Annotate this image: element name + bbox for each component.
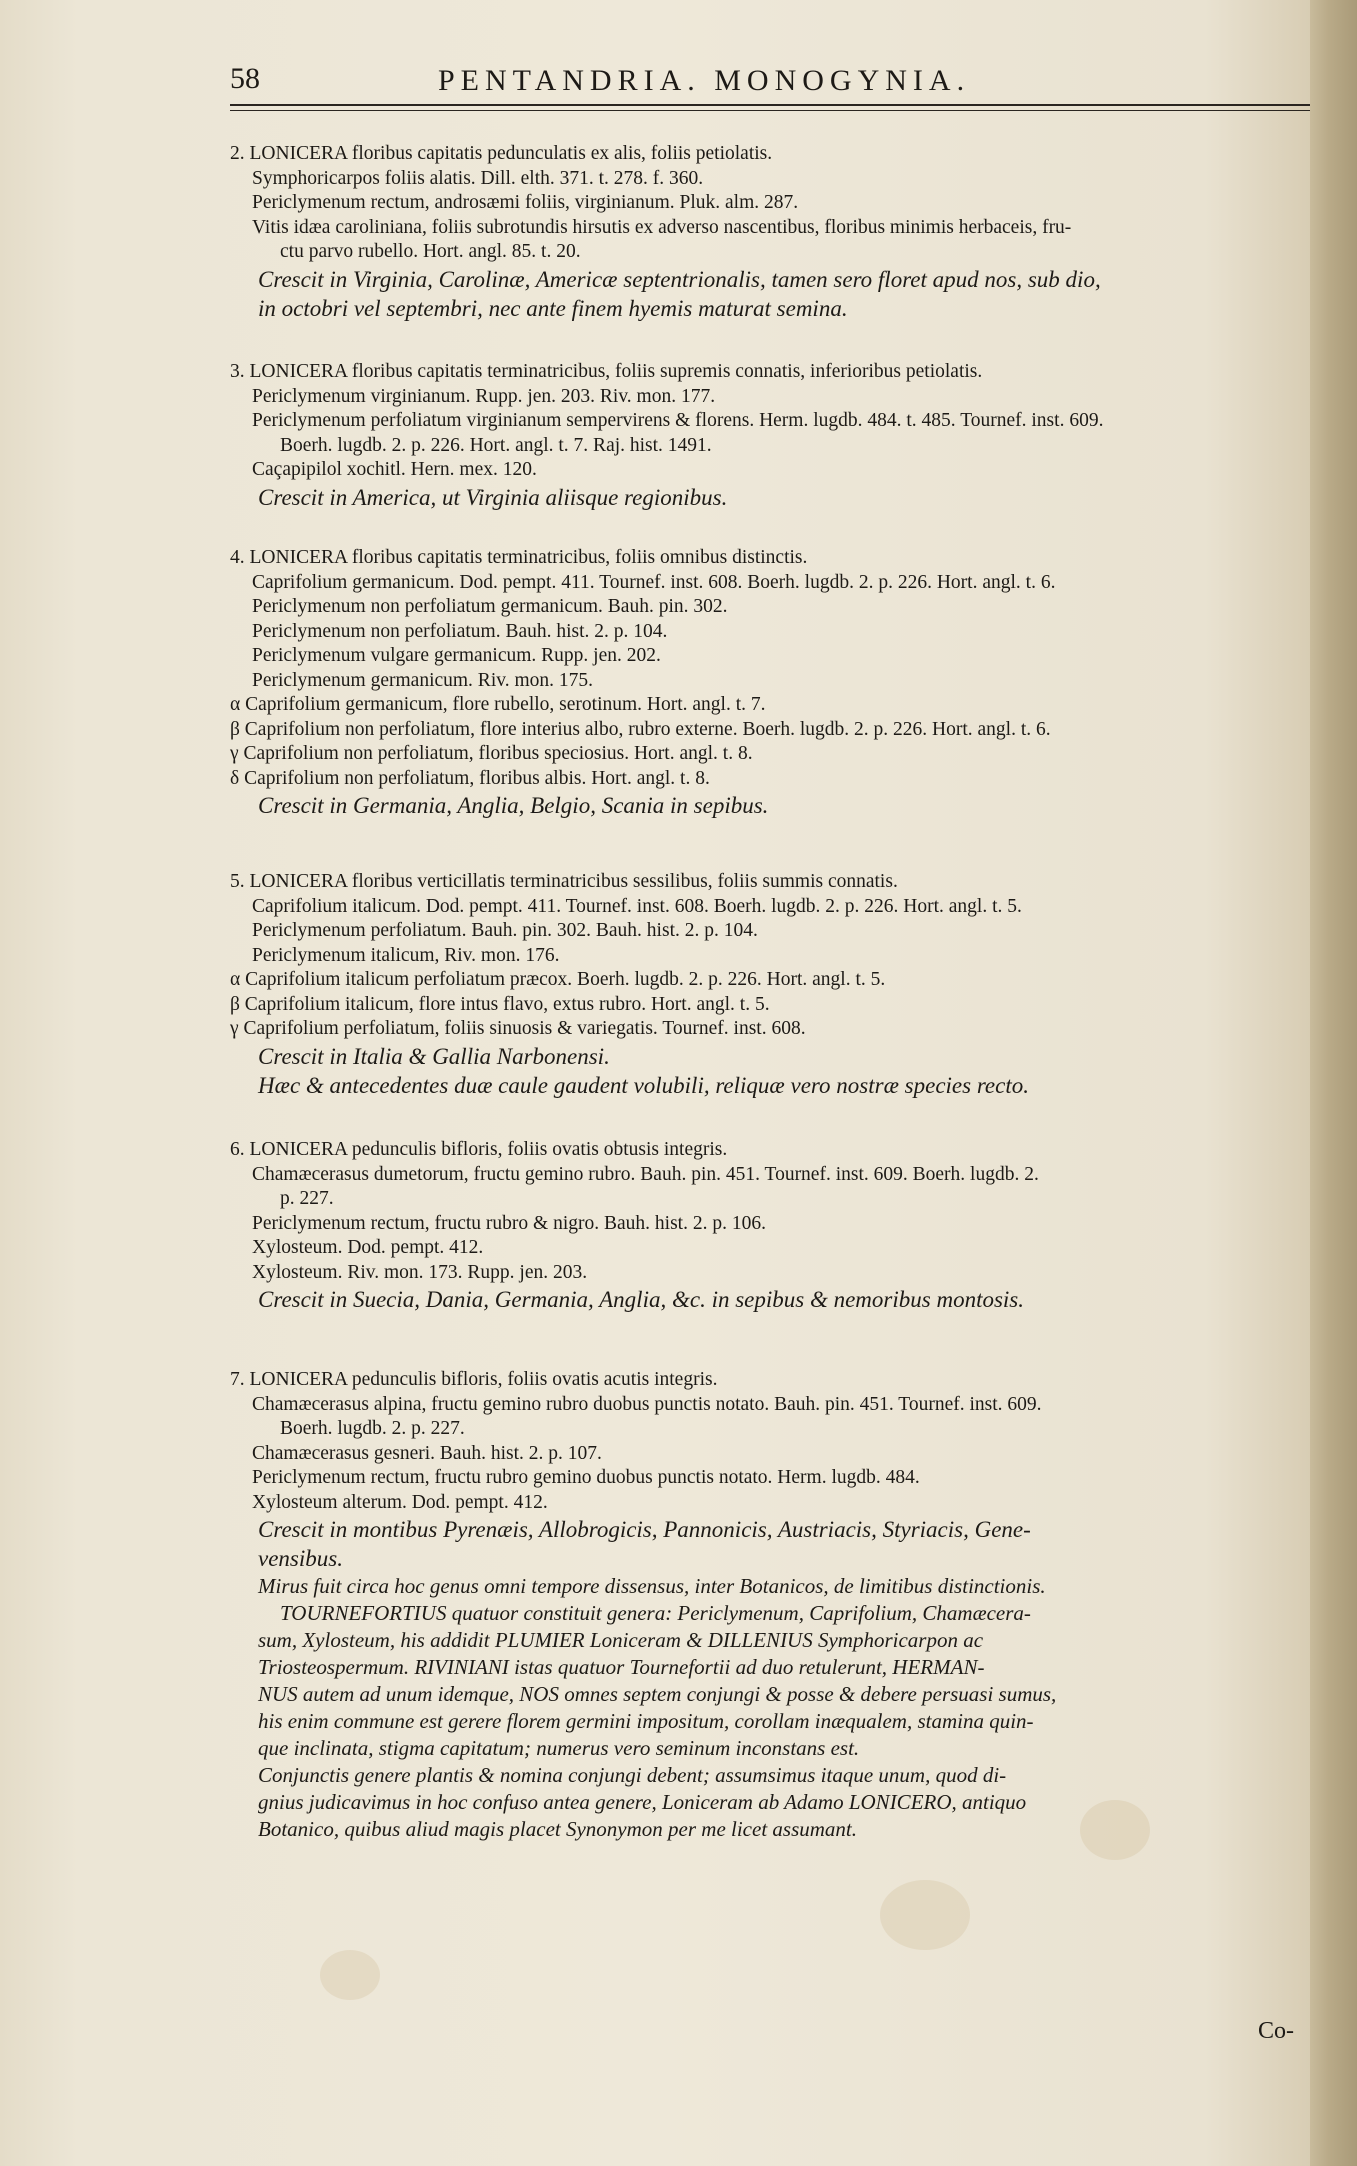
synonym-line: Periclymenum virginianum. Rupp. jen. 203. Riv. mon. 177. xyxy=(252,385,716,407)
synonym-line: Caprifolium italicum. Dod. pempt. 411. Tournef. inst. 608. Boerh. lugdb. 2. p. 226. Hort. angl. t. 5. xyxy=(252,895,1022,917)
variety-line: β Caprifolium italicum, flore intus flavo, extus rubro. Hort. angl. t. 5. xyxy=(230,993,770,1015)
habitat-line: Crescit in Virginia, Carolinæ, Americæ septentrionalis, tamen sero floret apud nos, sub dio, xyxy=(258,266,1101,292)
synonym-line: Periclymenum germanicum. Riv. mon. 175. xyxy=(252,669,594,691)
synonym-line: Caçapipilol xochitl. Hern. mex. 120. xyxy=(252,459,537,480)
synonym-line: Symphoricarpos foliis alatis. Dill. elth. 371. t. 278. f. 360. xyxy=(252,167,704,189)
variety-line: δ Caprifolium non perfoliatum, floribus albis. Hort. angl. t. 8. xyxy=(230,767,710,789)
commentary-line: Triosteospermum. RIVINIANI istas quatuor Tournefortii ad duo retulerunt, HERMAN- xyxy=(258,1655,985,1679)
synonym-line: Periclymenum rectum, fructu rubro gemino duobus punctis notato. Herm. lugdb. 484. xyxy=(252,1467,920,1488)
synonym-line: ctu parvo rubello. Hort. angl. 85. t. 20. xyxy=(280,241,581,262)
species-entry-4 xyxy=(230,546,1310,820)
variety-line: γ Caprifolium non perfoliatum, floribus speciosius. Hort. angl. t. 8. xyxy=(230,743,753,764)
commentary-line: Conjunctis genere plantis & nomina conjungi debent; assumsimus itaque unum, quod di- xyxy=(258,1763,1007,1787)
synonym-line: Boerh. lugdb. 2. p. 226. Hort. angl. t. 7. Raj. hist. 1491. xyxy=(280,434,712,456)
species-entry-5 xyxy=(230,870,1310,1100)
synonym-line: Boerh. lugdb. 2. p. 227. xyxy=(280,1418,465,1439)
species-entry-2 xyxy=(230,142,1310,323)
synonym-line: Xylosteum. Riv. mon. 173. Rupp. jen. 203. xyxy=(252,1261,588,1283)
commentary-line: Botanico, quibus aliud magis placet Synonymon per me licet assumant. xyxy=(258,1817,858,1841)
synonym-line: Caprifolium germanicum. Dod. pempt. 411. Tournef. inst. 608. Boerh. lugdb. 2. p. 226. Hort. angl. t. 6. xyxy=(252,571,1056,593)
synonym-line: Periclymenum rectum, androsæmi foliis, virginianum. Pluk. alm. 287. xyxy=(252,192,799,213)
diagnosis-line: 5. LONICERA floribus verticillatis terminatricibus sessilibus, foliis summis connatis. xyxy=(230,871,898,892)
book-spine xyxy=(1310,0,1357,2166)
diagnosis-line: 6. LONICERA pedunculis bifloris, foliis ovatis obtusis integris. xyxy=(230,1139,728,1160)
synonym-line: Periclymenum perfoliatum virginianum sempervirens & florens. Herm. lugdb. 484. t. 485. Tournef. inst. 609. xyxy=(252,410,1104,431)
diagnosis-line: 3. LONICERA floribus capitatis terminatricibus, foliis supremis connatis, inferioribus petiolatis. xyxy=(230,361,983,382)
synonym-line: Xylosteum alterum. Dod. pempt. 412. xyxy=(252,1491,548,1513)
synonym-line: Chamæcerasus dumetorum, fructu gemino rubro. Bauh. pin. 451. Tournef. inst. 609. Boerh. lugdb. 2. xyxy=(252,1163,1039,1185)
synonym-line: Xylosteum. Dod. pempt. 412. xyxy=(252,1237,484,1258)
habitat-line: in octobri vel septembri, nec ante finem hyemis maturat semina. xyxy=(258,295,848,321)
synonym-line: Periclymenum non perfoliatum. Bauh. hist. 2. p. 104. xyxy=(252,620,668,642)
synonym-line: p. 227. xyxy=(280,1188,334,1209)
commentary-line: TOURNEFORTIUS quatuor constituit genera: Periclymenum, Caprifolium, Chamæcera- xyxy=(280,1601,1031,1625)
diagnosis-line: 2. LONICERA floribus capitatis pedunculatis ex alis, foliis petiolatis. xyxy=(230,143,773,164)
synonym-line: Vitis idæa caroliniana, foliis subrotundis hirsutis ex adverso nascentibus, floribus minimis herbaceis, fru- xyxy=(252,216,1072,238)
note-line: Hæc & antecedentes duæ caule gaudent volubili, reliquæ vero nostræ species recto. xyxy=(258,1072,1029,1098)
diagnosis-line: 4. LONICERA floribus capitatis terminatricibus, foliis omnibus distinctis. xyxy=(230,547,808,568)
running-title: PENTANDRIA. MONOGYNIA. xyxy=(438,64,971,97)
variety-line: γ Caprifolium perfoliatum, foliis sinuosis & variegatis. Tournef. inst. 608. xyxy=(230,1018,806,1039)
habitat-line: Crescit in montibus Pyrenæis, Allobrogicis, Pannonicis, Austriacis, Styriacis, Gene- xyxy=(258,1517,1031,1542)
variety-line: α Caprifolium germanicum, flore rubello, serotinum. Hort. angl. t. 7. xyxy=(230,694,766,715)
habitat-line: Crescit in Germania, Anglia, Belgio, Scania in sepibus. xyxy=(258,793,769,818)
catchword: Co- xyxy=(1258,2018,1294,2044)
diagnosis-line: 7. LONICERA pedunculis bifloris, foliis ovatis acutis integris. xyxy=(230,1369,718,1390)
synonym-line: Periclymenum italicum, Riv. mon. 176. xyxy=(252,944,560,966)
page-number: 58 xyxy=(230,62,260,95)
synonym-line: Periclymenum vulgare germanicum. Rupp. jen. 202. xyxy=(252,645,661,666)
synonym-line: Periclymenum rectum, fructu rubro & nigro. Bauh. hist. 2. p. 106. xyxy=(252,1212,766,1234)
variety-line: α Caprifolium italicum perfoliatum præcox. Boerh. lugdb. 2. p. 226. Hort. angl. t. 5. xyxy=(230,969,886,990)
paper-stain xyxy=(880,1880,970,1950)
commentary-line: gnius judicavimus in hoc confuso antea genere, Loniceram ab Adamo LONICERO, antiquo xyxy=(258,1790,1027,1814)
commentary-line: his enim commune est gerere florem germini impositum, corollam inæqualem, stamina quin- xyxy=(258,1709,1034,1733)
habitat-line: Crescit in America, ut Virginia aliisque regionibus. xyxy=(258,484,728,510)
commentary-line: que inclinata, stigma capitatum; numerus vero seminum inconstans est. xyxy=(258,1736,860,1760)
running-header xyxy=(230,62,1310,106)
synonym-line: Chamæcerasus gesneri. Bauh. hist. 2. p. 107. xyxy=(252,1442,602,1464)
habitat-line: vensibus. xyxy=(258,1546,343,1571)
commentary-line: Mirus fuit circa hoc genus omni tempore dissensus, inter Botanicos, de limitibus distinctionis. xyxy=(258,1574,1046,1598)
synonym-line: Periclymenum perfoliatum. Bauh. pin. 302. Bauh. hist. 2. p. 104. xyxy=(252,920,758,941)
habitat-line: Crescit in Italia & Gallia Narbonensi. xyxy=(258,1043,610,1069)
synonym-line: Chamæcerasus alpina, fructu gemino rubro duobus punctis notato. Bauh. pin. 451. Tournef. inst. 609. xyxy=(252,1393,1042,1415)
commentary-line: sum, Xylosteum, his addidit PLUMIER Loniceram & DILLENIUS Symphoricarpon ac xyxy=(258,1628,984,1652)
header-rule xyxy=(230,110,1310,111)
synonym-line: Periclymenum non perfoliatum germanicum. Bauh. pin. 302. xyxy=(252,596,728,617)
species-entry-3 xyxy=(230,360,1310,512)
species-entry-6 xyxy=(230,1138,1310,1314)
header-rule xyxy=(230,104,1310,106)
commentary-line: NUS autem ad unum idemque, NOS omnes septem conjungi & posse & debere persuasi sumus, xyxy=(258,1682,1057,1706)
paper-stain xyxy=(320,1950,380,2000)
species-entry-7 xyxy=(230,1368,1310,1843)
habitat-line: Crescit in Suecia, Dania, Germania, Anglia, &c. in sepibus & nemoribus montosis. xyxy=(258,1287,1024,1312)
variety-line: β Caprifolium non perfoliatum, flore interius albo, rubro externe. Boerh. lugdb. 2. p. 226. Hort. angl. t. 6. xyxy=(230,718,1051,740)
